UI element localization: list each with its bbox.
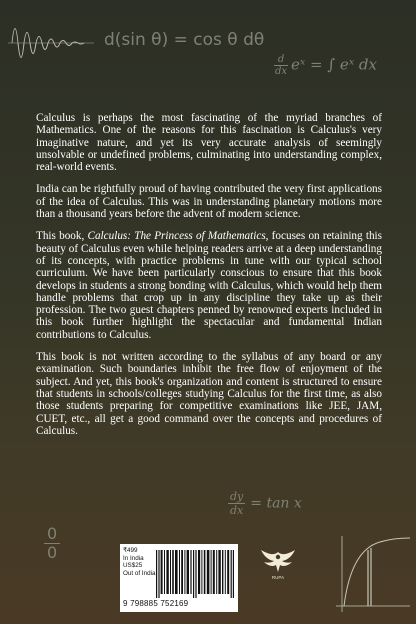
exp-frac-num: d (274, 54, 288, 66)
price-block (123, 547, 156, 577)
tan-formula-rest: = tan x (250, 495, 302, 512)
price-inr: ₹499 (123, 547, 138, 554)
integral-graph-icon (332, 534, 412, 618)
blurb-paragraph-3 (36, 230, 382, 341)
barcode-icon (156, 550, 234, 598)
price-usd-note: Out of India (123, 569, 156, 577)
tan-frac-den: dx (230, 504, 244, 517)
isbn-digits: 9 798885 752169 (123, 599, 189, 608)
book-title: Calculus: The Princess of Mathematics (87, 230, 266, 243)
exp-formula-rest: eˣ = ∫ eˣ dx (291, 55, 377, 74)
price-inr-note: In India (123, 554, 144, 562)
damped-wave-icon (6, 10, 96, 76)
barcode-label (120, 544, 238, 612)
blurb-paragraph-4: This book is not written according to the syllabus of any board or any examination. Such boundaries inhibit the free flow of enjoyment of the subject. And yet, this book's organization and content is structured to ensure that students in schools/colleges studying Calculus for the first time, as also those students preparing for competitive examinations like JEE, JAM, CUET, etc., all get a good command over the concepts and procedures of Calculus. (36, 351, 382, 437)
blurb-paragraph-1: Calculus is perhaps the most fascinating of the myriad branches of Mathematics. One of the reasons for this fascination is Calculus's very imaginative nature, and yet its very accurate analysis of seemingly unsolvable or undefined problems, culminating into understanding complex, real-world events. (36, 112, 382, 174)
tan-formula (228, 490, 302, 517)
p3-lead: This book, (36, 230, 88, 243)
zero-num: 0 (44, 525, 60, 544)
price-usd: US$25 (123, 562, 143, 570)
publisher-logo-text: RUPA (271, 575, 285, 580)
tan-frac-num: dy (230, 490, 244, 503)
publisher-logo (258, 546, 298, 576)
p3-rest: , focuses on retaining this beauty of Calculus even while helping readers arrive at a deep understanding of its concepts, with practice problems in tune with our typical school curriculum. We have been particularly conscious to ensure that this book develops in students a strong bonding with Calculus, which would help them handle problems that crop up in any discipline they take up as their profession. The two guest chapters penned by renowned experts included in this book further highlight the spectacular and fundamental Indian contributions to Calculus. (36, 230, 382, 341)
zero-over-zero (44, 525, 60, 562)
blurb-text (36, 112, 382, 447)
tan-fraction (228, 490, 245, 517)
exp-frac-den: dx (275, 66, 288, 77)
zero-den: 0 (47, 543, 58, 562)
derivative-sin-formula: d(sin θ) = cos θ dθ (104, 30, 265, 50)
blurb-paragraph-2: India can be rightfully proud of having contributed the very first applications of the idea of Calculus. This was in understanding planetary motions more than a thousand years before the advent of modern science. (36, 183, 382, 221)
exp-fraction (274, 54, 288, 77)
exponential-formula (274, 54, 377, 77)
